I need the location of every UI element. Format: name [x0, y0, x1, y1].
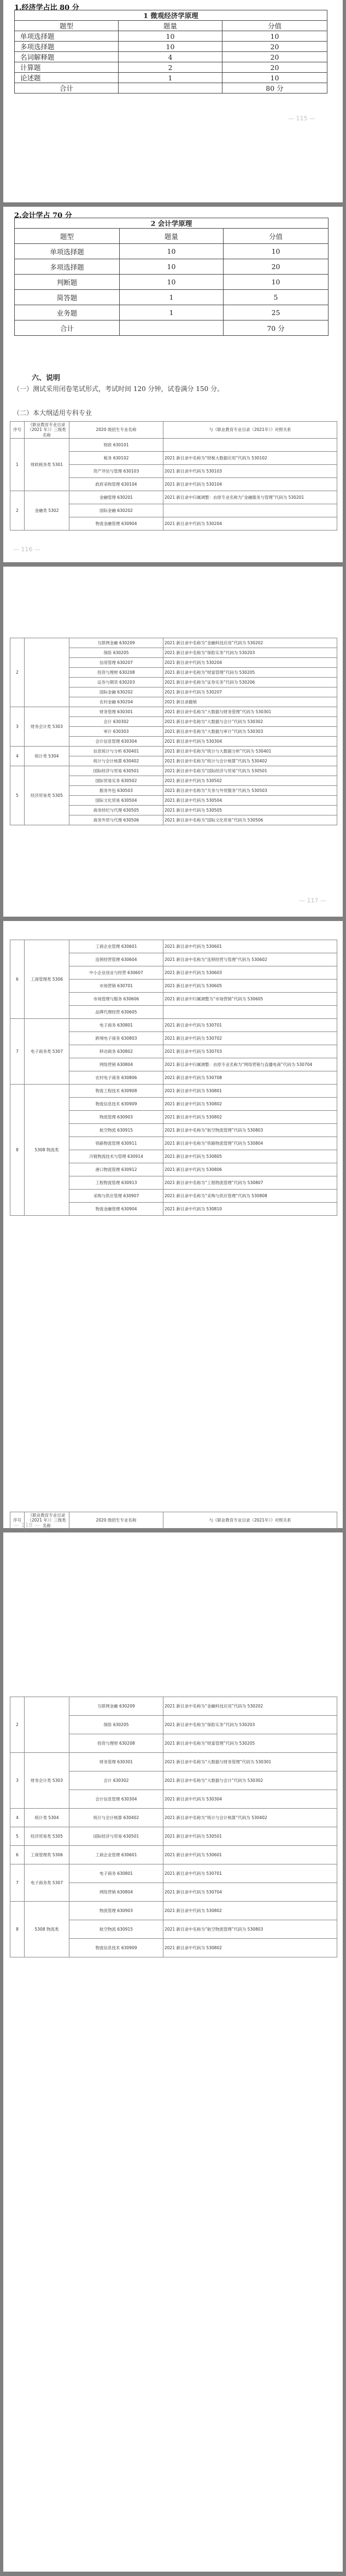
major-name: 保险 630205	[69, 648, 163, 658]
major-name: 物流金融管理 630904	[69, 517, 163, 531]
table-row	[10, 1846, 337, 1864]
table-row	[10, 1864, 337, 1883]
major-name: 投资与理财 630208	[69, 1734, 163, 1753]
mapping-note: 2021 新目录中代码为 530304	[163, 737, 337, 747]
row-number: 7	[10, 1864, 25, 1902]
major-name: 财务管理 630301	[69, 707, 163, 717]
mapping-note: 2021 新目录中代码为 530207	[163, 687, 337, 697]
major-name: 税务 630102	[69, 452, 163, 465]
mapping-note	[163, 439, 337, 452]
mapping-note: 2021 新目录中名称为“金融科技应用”代码为 530202	[163, 1697, 337, 1716]
mapping-note: 2021 新目录中名称为“保险实务”代码为 530203	[163, 1716, 337, 1734]
major-name: 港口物流管理 630912	[69, 1163, 163, 1176]
row-number: 2	[10, 1697, 25, 1753]
major-name: 物流信息技术 630909	[69, 1098, 163, 1111]
major-name: 国际贸易实务 630502	[69, 776, 163, 786]
header-score: 分值	[222, 21, 327, 31]
page-1	[3, 0, 343, 202]
column-header: 序号	[10, 422, 25, 439]
row-number: 2	[10, 491, 25, 531]
mapping-note: 2021 新目录中代码为 530103	[163, 465, 337, 478]
category-name: 财政税务类 5301	[25, 439, 69, 491]
major-name: 电子商务 630801	[69, 1019, 163, 1032]
mapping-note: 2021 新目录中代码为 530701	[163, 1019, 337, 1032]
mapping-note: 2021 新目录中名称为“大数据与会计”代码为 530302	[163, 717, 337, 727]
column-header: 《职业教育专业目录（2021 年）》三级类名称	[25, 1512, 69, 1529]
mapping-note: 2021 新目录中名称为“大数据与会计”代码为 530302	[163, 1771, 337, 1790]
table-header-row	[10, 422, 337, 439]
table-row	[10, 491, 337, 504]
table-row: 判断题 10 10	[15, 275, 329, 290]
major-name: 铁路物流管理 630911	[69, 1137, 163, 1150]
mapping-note: 2021 新目录中名称为“保险实务”代码为 530203	[163, 648, 337, 658]
category-name: 5308 物流类	[25, 1902, 69, 1957]
page-5	[3, 1532, 343, 2572]
section-6-heading: 六、说明	[32, 374, 61, 382]
major-name: 商务外贸与代理 630506	[69, 815, 163, 825]
mapping-note: 2021 新目录中代码为 530603	[163, 966, 337, 980]
major-name: 采购与供应管理 630907	[69, 1190, 163, 1203]
page-number: — 116 —	[13, 546, 40, 553]
category-name: 金融类 5302	[25, 491, 69, 531]
major-name: 会计信息管理 630304	[69, 1790, 163, 1809]
table-row	[10, 439, 337, 452]
major-name: 服务外包 630503	[69, 786, 163, 796]
major-name: 会计 630302	[69, 717, 163, 727]
major-name: 工商企业管理 630601	[69, 1846, 163, 1864]
column-header: 2020 级招生专业名称	[69, 1512, 163, 1529]
major-name: 物流管理 630903	[69, 1902, 163, 1920]
major-name: 市场营销 630701	[69, 980, 163, 993]
table-row-total: 合计 70 分	[15, 320, 329, 336]
mapping-note: 2021 新目录中名称为“统计与大数据分析”代码为 530401	[163, 747, 337, 756]
major-name: 互联网金融 630209	[69, 1697, 163, 1716]
page-2	[3, 207, 343, 562]
row-number: 7	[10, 1019, 25, 1085]
major-name: 政府采购管理 630104	[69, 478, 163, 491]
category-name: 财务会计类 5303	[25, 707, 69, 747]
mapping-note: 2021 新目录中归属调整：由原专业名称为“金融服务与管理”代码为 530201	[163, 491, 337, 504]
mapping-note: 2021 新目录中名称为“关务与外贸服务”代码为 530503	[163, 786, 337, 796]
category-name: 统计类 5304	[25, 1809, 69, 1827]
major-name: 中小企业创业与经营 630607	[69, 966, 163, 980]
mapping-note: 2021 新目录中名称为“国际文化贸易”代码为 530506	[163, 815, 337, 825]
page-4	[3, 921, 343, 1528]
mapping-note: 2021 新目录中名称为“工程物流管理”代码为 530807	[163, 1176, 337, 1190]
mapping-note: 2021 新目录中代码为 530505	[163, 806, 337, 815]
section-title-economics: 1.经济学占比 80 分	[14, 4, 79, 12]
mapping-note: 2021 新目录中代码为 530802	[163, 1111, 337, 1124]
major-name: 网络营销 630804	[69, 1883, 163, 1902]
mapping-note: 2021 新目录中归属调整为“市场营销”代码为 530605	[163, 993, 337, 1006]
category-name: 电子商务类 5307	[25, 1019, 69, 1085]
major-name: 物流管理 630903	[69, 1111, 163, 1124]
majors-table-5	[10, 1697, 337, 1957]
header-count: 题量	[120, 229, 224, 244]
major-name: 市场管理与服务 630606	[69, 993, 163, 1006]
mapping-note: 2021 新目录中名称为“财富管理”代码为 530205	[163, 1734, 337, 1753]
mapping-note: 2021 新目录中代码为 530703	[163, 1045, 337, 1058]
table-row	[10, 940, 337, 953]
mapping-note: 2021 新目录中代码为 530204	[163, 658, 337, 668]
page-number: — 118 —	[13, 1522, 40, 1529]
mapping-note: 2021 新目录中代码为 530802	[163, 1939, 337, 1957]
table-row	[10, 747, 337, 756]
table-row: 多项选择题 10 20	[15, 259, 329, 275]
major-name: 工程物流管理 630913	[69, 1176, 163, 1190]
mapping-note: 2021 新目录中名称为“证券实务”代码为 530206	[163, 678, 337, 687]
major-name: 物流工程技术 630908	[69, 1085, 163, 1098]
category-name: 统计类 5304	[25, 747, 69, 766]
mapping-note: 2021 新目录中名称为“财富管理”代码为 530205	[163, 668, 337, 678]
majors-table-1	[10, 421, 337, 531]
row-number: 5	[10, 1827, 25, 1846]
category-name: 经济贸易类 5305	[25, 1827, 69, 1846]
major-name: 互联网金融 630209	[69, 638, 163, 648]
mapping-note: 2021 新目录中名称为“航空物流管理”代码为 530803	[163, 1920, 337, 1939]
major-name: 国际经济与贸易 630501	[69, 766, 163, 776]
accounting-score-table	[14, 218, 329, 336]
mapping-note: 2021 新目录中名称为“统计与会计核算”代码为 530402	[163, 756, 337, 766]
category-name: 经济贸易类 5305	[25, 766, 69, 825]
category-name: 财务会计类 5303	[25, 1753, 69, 1809]
mapping-note: 2021 新目录撤销	[163, 697, 337, 707]
header-type: 题型	[15, 229, 120, 244]
major-name: 国际经济与贸易 630501	[69, 1827, 163, 1846]
category-name: 工商管理类 5306	[25, 940, 69, 1019]
mapping-note: 2021 新目录中代码为 530806	[163, 1163, 337, 1176]
mapping-note: 2021 新目录中代码为 530801	[163, 1085, 337, 1098]
row-number: 4	[10, 747, 25, 766]
column-header: 《职业教育专业目录（2021 年）》三级类名称	[25, 422, 69, 439]
mapping-note: 2021 新目录中代码为 530810	[163, 1203, 337, 1216]
table-title: 2 会计学原理	[15, 218, 329, 229]
mapping-note: 2021 新目录中名称为“统计与会计核算”代码为 530402	[163, 1809, 337, 1827]
table-row: 单项选择题 10 10	[15, 244, 329, 259]
mapping-note: 2021 新目录中代码为 530502	[163, 776, 337, 786]
major-name: 连锁经营管理 630604	[69, 953, 163, 966]
major-name: 国际金融 630202	[69, 504, 163, 517]
row-number: 3	[10, 1753, 25, 1809]
table-row: 论述题 1 10	[15, 73, 327, 83]
table-row	[10, 707, 337, 717]
section-title-accounting: 2.会计学占 70 分	[14, 212, 72, 220]
major-name: 资产评估与管理 630103	[69, 465, 163, 478]
header-score: 分值	[224, 229, 329, 244]
column-header: 与《职业教育专业目录（2021年）》对照关系	[163, 422, 337, 439]
mapping-note: 2021 新目录中名称为“金融科技应用”代码为 530202	[163, 638, 337, 648]
mapping-note: 2021 新目录中代码为 530702	[163, 1032, 337, 1045]
mapping-note: 2021 新目录中归属调整：由原专业名称为“网络营销与直播电商”代码为 530704	[163, 1058, 337, 1071]
mapping-note: 2021 新目录中名称为“大数据与审计”代码为 530303	[163, 727, 337, 737]
major-name: 财务管理 630301	[69, 1753, 163, 1771]
mapping-note: 2021 新目录中代码为 530601	[163, 1846, 337, 1864]
header-count: 题量	[119, 21, 222, 31]
page-number: — 117 —	[299, 897, 326, 904]
page-number: — 115 —	[288, 115, 315, 122]
major-name: 电子商务 630801	[69, 1864, 163, 1883]
mapping-note: 2021 新目录中名称为“铁路物流管理”代码为 530804	[163, 1137, 337, 1150]
mapping-note: 2021 新目录中名称为“国际经济与贸易”代码为 530501	[163, 766, 337, 776]
row-number: 8	[10, 1085, 25, 1216]
column-header: 2020 级招生专业名称	[69, 422, 163, 439]
major-name: 航空物流 630915	[69, 1920, 163, 1939]
major-name: 财政 630101	[69, 439, 163, 452]
major-name: 投资与理财 630208	[69, 668, 163, 678]
economics-score-table	[14, 10, 327, 94]
mapping-note: 2021 新目录中代码为 530501	[163, 1827, 337, 1846]
mapping-note: 2021 新目录中名称为“航空物流管理”代码为 530803	[163, 1124, 337, 1137]
table-row	[10, 1827, 337, 1846]
mapping-note: 2021 新目录中代码为 530601	[163, 940, 337, 953]
major-name: 金融管理 630201	[69, 491, 163, 504]
major-name: 农村电子商务 630806	[69, 1071, 163, 1085]
row-number: 2	[10, 638, 25, 707]
mapping-note: 2021 新目录中名称为“大数据与财务管理”代码为 530301	[163, 707, 337, 717]
table-row: 单项选择题 10 10	[15, 31, 327, 42]
applicable-majors-paragraph: （二）本大纲适用专科专业	[13, 409, 92, 417]
major-name: 统计与会计核算 630402	[69, 756, 163, 766]
major-name: 移动商务 630802	[69, 1045, 163, 1058]
major-name: 国际文化贸易 630504	[69, 796, 163, 806]
table-row	[10, 1697, 337, 1716]
mapping-note: 2021 新目录中名称为“采购与供应管理”代码为 530808	[163, 1190, 337, 1203]
major-name: 信用管理 630207	[69, 658, 163, 668]
table-title: 1 微观经济学原理	[15, 10, 327, 21]
mapping-note: 2021 新目录中代码为 530104	[163, 478, 337, 491]
major-name: 商务经纪与代理 630505	[69, 806, 163, 815]
row-number: 6	[10, 1846, 25, 1864]
row-number: 3	[10, 707, 25, 747]
table-row	[10, 638, 337, 648]
mapping-note	[163, 1006, 337, 1019]
mapping-note: 2021 新目录中名称为“财税大数据应用”代码为 530102	[163, 452, 337, 465]
category-name: 5308 物流类	[25, 1085, 69, 1216]
column-header: 与《职业教育专业目录（2021年）》对照关系	[163, 1512, 337, 1529]
mapping-note: 2021 新目录中代码为 530704	[163, 1883, 337, 1902]
table-row	[10, 1753, 337, 1771]
row-number: 1	[10, 439, 25, 491]
table-row: 多项选择题 10 20	[15, 42, 327, 52]
mapping-note: 2021 新目录中代码为 530802	[163, 1098, 337, 1111]
mapping-note: 2021 新目录中名称为“连锁经营与管理”代码为 530602	[163, 953, 337, 966]
table-row	[10, 1809, 337, 1827]
major-name: 统计与会计核算 630402	[69, 1809, 163, 1827]
mapping-note: 2021 新目录中代码为 530504	[163, 796, 337, 806]
major-name: 审计 630303	[69, 727, 163, 737]
major-name: 会计 630302	[69, 1771, 163, 1790]
table-row-total: 合计 80 分	[15, 83, 327, 94]
row-number: 4	[10, 1809, 25, 1827]
major-name: 跨境电子商务 630803	[69, 1032, 163, 1045]
majors-table-2	[10, 638, 337, 825]
major-name: 航空物流 630915	[69, 1124, 163, 1137]
major-name: 信息统计与分析 630401	[69, 747, 163, 756]
major-name: 会计信息管理 630304	[69, 737, 163, 747]
major-name: 农村金融 630204	[69, 697, 163, 707]
mapping-note: 2021 新目录中代码为 530802	[163, 1902, 337, 1920]
mapping-note: 2021 新目录中代码为 530805	[163, 1150, 337, 1163]
header-type: 题型	[15, 21, 119, 31]
major-name: 物流金融管理 630904	[69, 1203, 163, 1216]
table-row: 业务题 1 25	[15, 305, 329, 320]
mapping-note	[163, 504, 337, 517]
table-row	[10, 1085, 337, 1098]
major-name: 网络营销 630804	[69, 1058, 163, 1071]
row-number: 6	[10, 940, 25, 1019]
category-name	[25, 638, 69, 707]
major-name: 工商企业管理 630601	[69, 940, 163, 953]
mapping-note: 2021 新目录中代码为 530701	[163, 1864, 337, 1883]
page-3	[3, 567, 343, 917]
major-name: 证券与期货 630203	[69, 678, 163, 687]
majors-table-3	[10, 940, 337, 1216]
row-number: 5	[10, 766, 25, 825]
table-row	[10, 766, 337, 776]
column-header: 序号	[10, 1512, 25, 1529]
major-name: 保险 630205	[69, 1716, 163, 1734]
table-row: 计算题 2 20	[15, 62, 327, 73]
table-row: 简答题 1 5	[15, 290, 329, 305]
category-name	[25, 1697, 69, 1753]
table-row	[10, 1019, 337, 1032]
category-name: 电子商务类 5307	[25, 1864, 69, 1902]
mapping-note: 2021 新目录中代码为 530304	[163, 1790, 337, 1809]
table-row: 名词解释题 4 20	[15, 52, 327, 62]
major-name: 物流信息技术 630909	[69, 1939, 163, 1957]
category-name: 工商管理类 5306	[25, 1846, 69, 1864]
major-name: 品牌代理经营 630605	[69, 1006, 163, 1019]
exam-format-paragraph: （一）测试采用闭卷笔试形式，考试时间 120 分钟，试卷满分 150 分。	[13, 385, 224, 393]
row-number: 8	[10, 1902, 25, 1957]
table-header-row	[10, 1512, 337, 1529]
major-name: 冷链物流技术与管理 630914	[69, 1150, 163, 1163]
mapping-note: 2021 新目录中名称为“大数据与财务管理”代码为 530301	[163, 1753, 337, 1771]
major-name: 国际金融 630202	[69, 687, 163, 697]
mapping-note: 2021 新目录中代码为 530605	[163, 980, 337, 993]
mapping-note: 2021 新目录中代码为 530708	[163, 1071, 337, 1085]
mapping-note: 2021 新目录中代码为 530204	[163, 517, 337, 531]
table-row	[10, 1902, 337, 1920]
